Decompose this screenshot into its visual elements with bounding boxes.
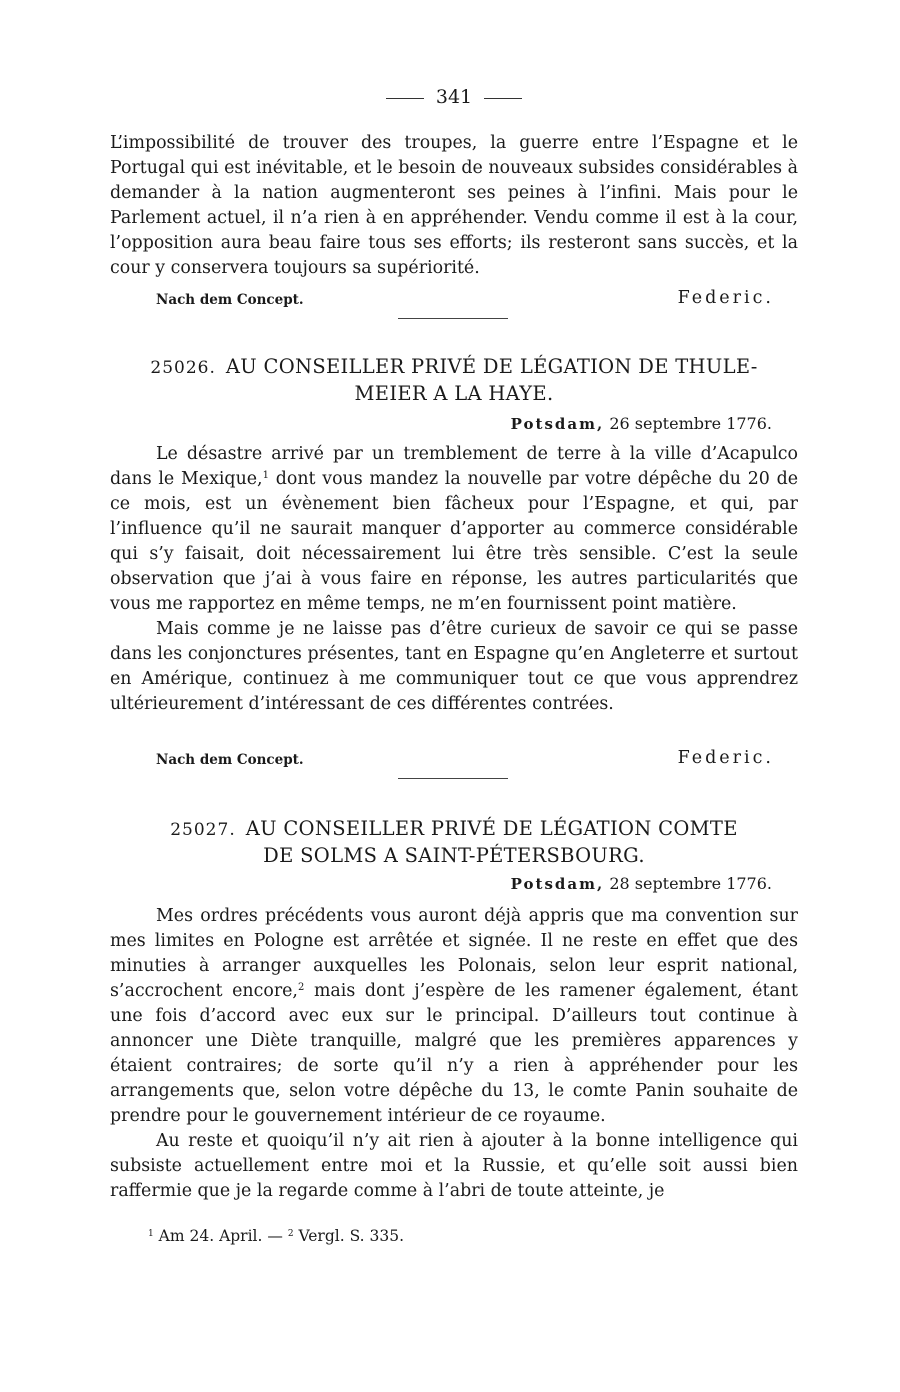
source-note: Nach dem Concept. xyxy=(156,752,304,768)
dateline-25026 xyxy=(511,414,772,433)
signature: Federic. xyxy=(677,288,774,308)
heading-line-1: 25027. AU CONSEILLER PRIVÉ DE LÉGATION COMTE xyxy=(170,817,738,840)
dateline-date: 26 septembre 1776. xyxy=(609,414,772,433)
page-number: 341 xyxy=(110,86,798,108)
dateline-place: Potsdam, xyxy=(510,875,605,893)
footnotes xyxy=(148,1227,404,1245)
letter-body-25027 xyxy=(110,904,798,1204)
heading-line-2: MEIER A LA HAYE. xyxy=(354,382,554,405)
letter-heading-25027 xyxy=(110,816,798,868)
separator-rule xyxy=(398,778,508,779)
signature: Federic. xyxy=(677,748,774,768)
dateline-date: 28 septembre 1776. xyxy=(609,874,772,893)
body-paragraph: Mais comme je ne laisse pas d’être curieux de savoir ce qui se passe dans les conjonctures présentes, tant en Espagne qu’en Angleterre et surtout en Amérique, continuez à me communiquer tout ce que vous apprendrez ultérieurement d’intéressant de ces différentes contrées. xyxy=(110,619,798,714)
page-number-dash-right xyxy=(484,98,522,99)
page-number-dash-left xyxy=(386,98,424,99)
heading-line-2: DE SOLMS A SAINT-PÉTERSBOURG. xyxy=(263,844,645,867)
footnote-mark-1: 1 xyxy=(148,1229,154,1239)
letter-heading-25026 xyxy=(110,354,798,406)
footnote-marker: 2 xyxy=(297,982,305,993)
letter-number: 25026. xyxy=(150,358,216,378)
dateline-place: Potsdam, xyxy=(510,415,605,433)
body-paragraph: Au reste et quoiqu’il n’y ait rien à ajouter à la bonne intelligence qui subsiste actuellement entre moi et la Russie, et qu’elle soit aussi bien raffermie que je la regarde comme à l’abri de toute atteinte, je xyxy=(110,1131,798,1201)
footnote-mark-2: 2 xyxy=(287,1229,294,1239)
dateline-25027 xyxy=(511,874,772,893)
letter-number: 25027. xyxy=(170,820,236,840)
body-paragraph: Mes ordres précédents vous auront déjà appris que ma convention sur mes limites en Pologne est arrêtée et signée. Il ne reste en effet que des minuties à arranger auxquelles les Polonais, selon leur esprit national, s’accrochent encore,$^2$ mais dont j’espère de les ramener également, étant une fois d’accord avec eux sur le principal. D’ailleurs tout continue à annoncer une Diète tranquille, malgré que les premières apparences y étaient contraires; de sorte qu’il n’y a rien à appréhender pour les arrangements que, selon votre dépêche du 13, le comte Panin souhaite de prendre pour le gouvernement intérieur de ce royaume. xyxy=(110,906,798,1126)
footnote-2: Vergl. S. 335. xyxy=(298,1227,405,1245)
footnote-marker: 1 xyxy=(262,470,269,481)
top-paragraph xyxy=(110,131,798,281)
letter-body-25026 xyxy=(110,442,798,717)
body-paragraph: Le désastre arrivé par un tremblement de terre à la ville d’Acapulco dans le Mexique,$^1$ dont vous mandez la nouvelle par votre dépêche du 20 de ce mois, est un évènement bien fâcheux pour l’Espagne, et qui, par l’influence qu’il ne saurait manquer d’apporter au commerce considérable qui s’y faisait, doit nécessairement lui être très sensible. C’est la seule observation que j’ai à vous faire en réponse, les autres particularités que vous me rapportez en même temps, ne m’en fournissent point matière. xyxy=(110,444,798,614)
source-note: Nach dem Concept. xyxy=(156,292,304,308)
heading-line-1: 25026. AU CONSEILLER PRIVÉ DE LÉGATION DE THULE- xyxy=(150,355,758,378)
top-paragraph-text: L’impossibilité de trouver des troupes, la guerre entre l’Espagne et le Portugal qui est inévitable, et le besoin de nouveaux subsides considérables à demander à la nation augmenteront ses peines à l’infini. Mais pour le Parlement actuel, il n’a rien à en appréhender. Vendu comme il est à la cour, l’opposition aura beau faire tous ses efforts; ils resteront sans succès, et la cour y conservera toujours sa supériorité. xyxy=(110,133,798,278)
separator-rule xyxy=(398,318,508,319)
footnote-1: Am 24. April. — xyxy=(158,1227,283,1245)
